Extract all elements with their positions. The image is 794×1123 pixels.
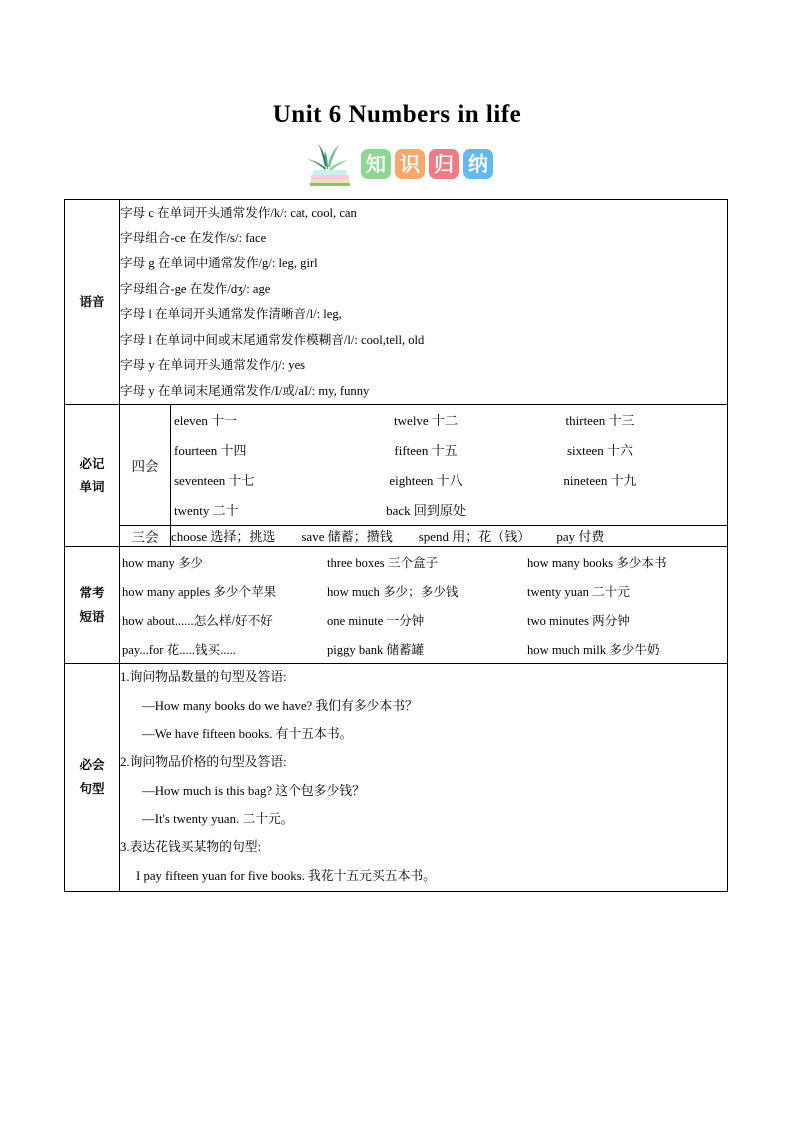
phonics-line: 字母 y 在单词末尾通常发作/I/或/aI/: my, funny (120, 383, 370, 398)
phrase-cell: how many apples 多少个苹果 (122, 584, 277, 599)
phrase-cell: pay...for 花.....钱买..... (122, 642, 236, 657)
pattern-line: —We have fifteen books. 有十五本书。 (142, 726, 353, 741)
phrase-row (120, 576, 727, 605)
banner-tile-2: 识 (395, 149, 425, 179)
phrase-cell: twenty yuan 二十元 (527, 584, 630, 599)
pattern-line: 2.询问物品价格的句型及答语: (120, 755, 287, 770)
row-label-vocabulary (65, 404, 120, 546)
word-cell: sixteen 十六 (566, 443, 634, 459)
phrase-cell: one minute 一分钟 (327, 613, 425, 628)
row-label-phonics: 语音 (65, 200, 120, 405)
word-item: save 储蓄；攒钱 (301, 529, 393, 545)
phonics-line: 字母组合-ge 在发作/dʒ/: age (120, 281, 271, 296)
sublabel-three-skills: 三会 (120, 525, 171, 546)
pattern-line: —How much is this bag? 这个包多少钱？ (142, 783, 365, 798)
pattern-line: —It's twenty yuan. 二十元。 (142, 811, 294, 826)
word-cell: seventeen 十七 (174, 473, 255, 489)
page-title: Unit 6 Numbers in life (272, 101, 522, 128)
word-row (171, 495, 727, 525)
row-label-phrases-line2: 短语 (79, 608, 105, 624)
row-label-phrases (65, 546, 120, 663)
phrase-row (120, 634, 727, 663)
four-skills-word-grid (171, 404, 728, 525)
word-cell: fifteen 十五 (394, 443, 458, 459)
phrase-row (120, 547, 727, 576)
phonics-line: 字母 g 在单词中通常发作/g/: leg, girl (120, 256, 318, 271)
phrase-cell: piggy bank 储蓄罐 (327, 642, 425, 657)
phrase-cell: how about......怎么样/好不好 (122, 613, 273, 628)
word-cell: fourteen 十四 (174, 443, 247, 459)
word-row (171, 465, 727, 495)
word-item: choose 选择；挑选 (171, 529, 276, 545)
phonics-content (120, 200, 728, 405)
phrase-cell: how many books 多少本书 (527, 555, 667, 570)
knowledge-summary-table (64, 199, 728, 892)
pattern-line: 3.表达花钱买某物的句型: (120, 840, 262, 855)
phrase-cell: how much milk 多少牛奶 (527, 642, 660, 657)
row-label-phrases-line1: 常考 (79, 585, 105, 600)
row-label-patterns (65, 663, 120, 891)
banner-tile-1: 知 (361, 149, 391, 179)
phrase-cell: two minutes 两分钟 (527, 613, 630, 628)
phrase-grid (120, 546, 728, 663)
phrase-cell: three boxes 三个盒子 (327, 555, 439, 570)
word-item: pay 付费 (556, 529, 605, 545)
phrase-cell: how many 多少 (122, 555, 204, 570)
three-skills-word-list (171, 525, 728, 546)
phonics-line: 字母 c 在单词开头通常发作/k/: cat, cool, can (120, 205, 357, 220)
row-label-patterns-line2: 句型 (79, 781, 105, 797)
row-label-patterns-line1: 必会 (79, 757, 105, 773)
row-label-vocabulary-line1: 必记 (79, 455, 105, 471)
word-row (171, 405, 727, 435)
banner-tile-4: 纳 (463, 149, 493, 179)
word-cell (510, 500, 690, 519)
word-cell: eighteen 十八 (389, 473, 463, 489)
table-row-phrases (65, 546, 728, 663)
pattern-line: I pay fifteen yuan for five books. 我花十五元买五本书。 (136, 868, 436, 883)
books-and-plant-icon (301, 139, 359, 189)
decorative-banner (0, 139, 794, 189)
phonics-line: 字母 y 在单词开头通常发作/j/: yes (120, 358, 306, 373)
word-item: spend 用；花（钱） (418, 529, 531, 545)
phonics-line: 字母 l 在单词中间或末尾通常发作模糊音/l/: cool,tell, old (120, 332, 425, 347)
word-cell: thirteen 十三 (565, 413, 635, 429)
sentence-patterns-content (120, 663, 728, 891)
pattern-line: —How many books do we have? 我们有多少本书？ (142, 698, 418, 713)
word-cell: eleven 十一 (174, 413, 238, 429)
row-label-vocabulary-line2: 单词 (79, 479, 105, 495)
table-row-sentence-patterns (65, 663, 728, 891)
banner-tile-3: 归 (429, 149, 459, 179)
word-cell: twelve 十二 (394, 413, 458, 429)
table-row-vocabulary-four-skills (65, 404, 728, 525)
word-cell: back 回到原处 (386, 503, 466, 519)
word-cell: twenty 二十 (174, 503, 239, 519)
phonics-line: 字母 l 在单词开头通常发作清晰音/l/: leg, (120, 307, 342, 322)
table-row-phonics (65, 200, 728, 405)
pattern-line: 1.询问物品数量的句型及答语: (120, 670, 287, 685)
word-cell: nineteen 十九 (563, 473, 637, 489)
table-row-vocabulary-three-skills (65, 525, 728, 546)
phrase-cell: how much 多少；多少钱 (327, 584, 459, 599)
phrase-row (120, 605, 727, 634)
phonics-line: 字母组合-ce 在发作/s/: face (120, 230, 267, 245)
word-row (171, 435, 727, 465)
sublabel-four-skills: 四会 (120, 404, 171, 525)
